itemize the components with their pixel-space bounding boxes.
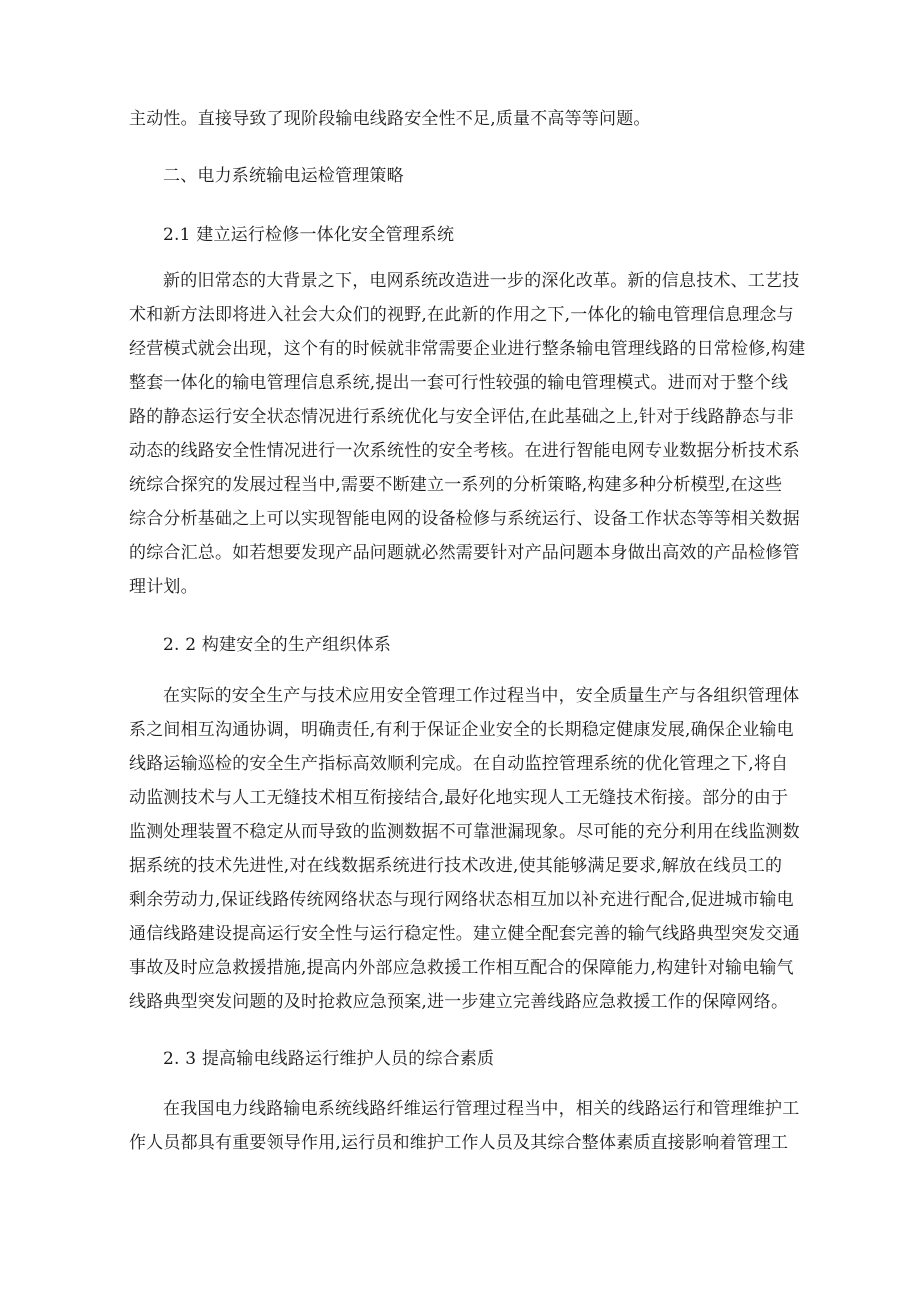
paragraph-1-line: 路的静态运行安全状态情况进行系统优化与安全评估,在此基础之上,针对于线路静态与非 xyxy=(129,407,794,427)
paragraph-1-line: 术和新方法即将进入社会大众们的视野,在此新的作用之下,一体化的输电管理信息理念与 xyxy=(129,305,794,325)
paragraph-1-line: 新的旧常态的大背景之下，电网系统改造进一步的深化改革。新的信息技术、工艺技 xyxy=(163,271,800,291)
section-heading: 二、电力系统输电运检管理策略 xyxy=(163,166,404,186)
paragraph-2-line: 剩余劳动力,保证线路传统网络状态与现行网络状态相互加以补充进行配合,促进城市输电 xyxy=(129,890,794,910)
paragraph-2-line: 据系统的技术先进性,对在线数据系统进行技术改进,使其能够满足要求,解放在线员工的 xyxy=(129,856,783,876)
paragraph-2-line: 线路运输巡检的安全生产指标高效顺利完成。在自动监控管理系统的优化管理之下,将自 xyxy=(129,754,789,774)
paragraph-2-line: 在实际的安全生产与技术应用安全管理工作过程当中，安全质量生产与各组织管理体 xyxy=(163,686,800,706)
paragraph-3-line: 作人员都具有重要领导作用,运行员和维护工作人员及其综合整体素质直接影响着管理工 xyxy=(129,1133,789,1153)
paragraph-1-line: 的综合汇总。如若想要发现产品问题就必然需要针对产品问题本身做出高效的产品检修管 xyxy=(129,543,800,563)
paragraph-2-line: 系之间相互沟通协调，明确责任,有利于保证企业安全的长期稳定健康发展,确保企业输电 xyxy=(129,720,794,740)
paragraph-2-line: 线路典型突发问题的及时抢救应急预案,进一步建立完善线路应急救援工作的保障网络。 xyxy=(129,992,789,1012)
paragraph-1-line: 统综合探究的发展过程当中,需要不断建立一系列的分析策略,构建多种分析模型,在这些 xyxy=(129,475,783,495)
paragraph-1-line: 综合分析基础之上可以实现智能电网的设备检修与系统运行、设备工作状态等等相关数据 xyxy=(129,509,800,529)
paragraph-2-line: 事故及时应急救援措施,提高内外部应急救援工作相互配合的保障能力,构建针对输电输气 xyxy=(129,958,794,978)
paragraph-2-line: 通信线路建设提高运行安全性与运行稳定性。建立健全配套完善的输气线路典型突发交通 xyxy=(129,924,800,944)
subsection-2-heading: 2. 2 构建安全的生产组织体系 xyxy=(163,635,392,655)
subsection-3-heading: 2. 3 提高输电线路运行维护人员的综合素质 xyxy=(163,1049,495,1069)
paragraph-3-line: 在我国电力线路输电系统线路纤维运行管理过程当中，相关的线路运行和管理维护工 xyxy=(163,1099,800,1119)
subsection-1-heading: 2.1 建立运行检修一体化安全管理系统 xyxy=(163,225,455,245)
intro-tail-line: 主动性。直接导致了现阶段输电线路安全性不足,质量不高等等问题。 xyxy=(129,109,651,129)
paragraph-1-line: 理计划。 xyxy=(129,577,198,597)
paragraph-1-line: 动态的线路安全性情况进行一次系统性的安全考核。在进行智能电网专业数据分析技术系 xyxy=(129,441,800,461)
paragraph-1-line: 整套一体化的输电管理信息系统,提出一套可行性较强的输电管理模式。进而对于整个线 xyxy=(129,373,789,393)
paragraph-2-line: 监测处理装置不稳定从而导致的监测数据不可靠泄漏现象。尽可能的充分利用在线监测数 xyxy=(129,822,800,842)
paragraph-1-line: 经营模式就会出现，这个有的时候就非常需要企业进行整条输电管理线路的日常检修,构建 xyxy=(129,339,806,359)
paragraph-2-line: 动监测技术与人工无缝技术相互衔接结合,最好化地实现人工无缝技术衔接。部分的由于 xyxy=(129,788,789,808)
